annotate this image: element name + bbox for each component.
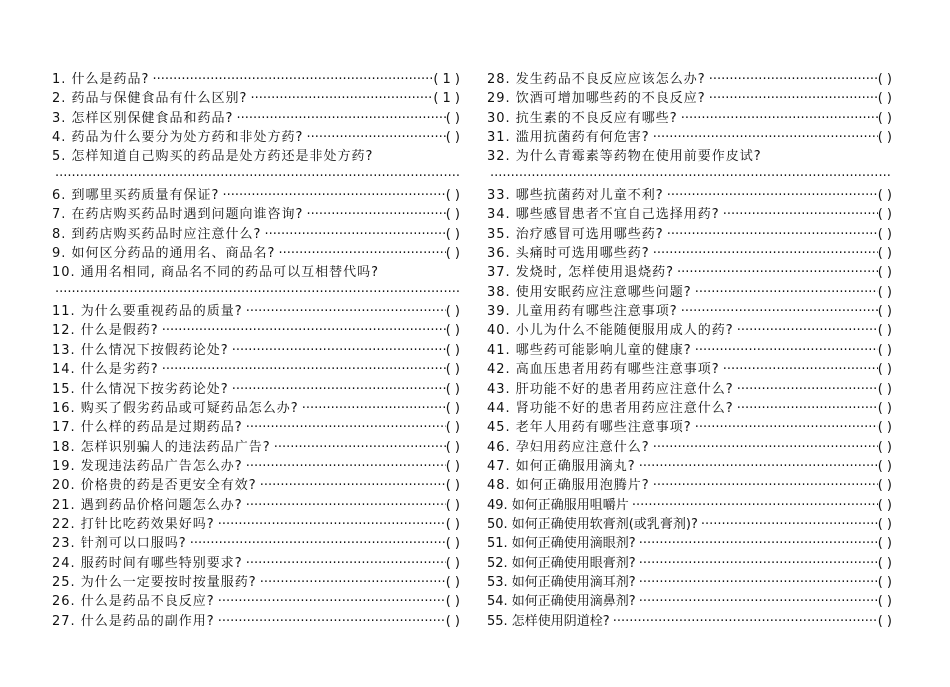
page-reference: ( 1 ) <box>433 72 460 87</box>
page-reference: ( ) <box>877 478 892 494</box>
dot-leader <box>629 496 878 515</box>
toc-entry <box>52 263 460 302</box>
question-text: 9. 如何区分药品的通用名、商品名? <box>52 246 276 262</box>
dot-leader <box>650 438 878 457</box>
toc-entry <box>487 89 892 108</box>
toc-entry <box>52 399 460 418</box>
question-text: 27. 什么是药品的副作用? <box>52 613 215 629</box>
toc-entry <box>52 534 460 553</box>
page-reference: ( ) <box>877 110 892 126</box>
dot-leader <box>219 186 445 205</box>
dot-leader <box>299 399 446 418</box>
dot-leader <box>229 380 446 399</box>
page-reference: ( ) <box>445 381 460 397</box>
question-text: 45. 老年人用药有哪些注意事项? <box>487 420 692 436</box>
dot-leader <box>692 418 878 437</box>
toc-entry <box>487 360 892 379</box>
toc-entry <box>487 438 892 457</box>
toc-entry <box>52 418 460 437</box>
dot-leader <box>257 573 446 592</box>
dot-leader <box>664 225 878 244</box>
question-text: 32. 为什么青霉素等药物在使用前要作皮试? <box>487 149 762 165</box>
toc-entry <box>52 321 460 340</box>
toc-entry <box>487 476 892 495</box>
question-text: 39. 儿童用药有哪些注意事项? <box>487 304 678 320</box>
page-reference: ( ) <box>445 555 460 571</box>
dot-leader <box>664 186 878 205</box>
dot-leader <box>734 380 878 399</box>
page-reference: ( ) <box>877 497 892 513</box>
question-text: 53. 如何正确使用滴耳剂? <box>487 574 636 590</box>
dot-leader <box>215 515 446 534</box>
question-text: 44. 肾功能不好的患者用药应注意什么? <box>487 400 734 416</box>
page-reference: ( ) <box>877 304 892 320</box>
dot-leader <box>692 283 878 302</box>
dot-leader <box>243 496 446 515</box>
toc-entry <box>52 612 460 631</box>
page-reference: ( ) <box>877 439 892 455</box>
question-text: 49. 如何正确服用咀嚼片 <box>487 497 629 513</box>
toc-column-right <box>487 70 892 631</box>
toc-entry <box>487 205 892 224</box>
question-text: 17. 什么样的药品是过期药品? <box>52 420 243 436</box>
question-text: 51. 如何正确使用滴眼剂? <box>487 536 636 552</box>
dot-leader <box>52 283 460 302</box>
question-text: 50. 如何正确使用软膏剂(或乳膏剂)? <box>487 516 698 532</box>
page-reference: ( ) <box>877 458 892 474</box>
toc-entry <box>52 496 460 515</box>
question-text: 7. 在药店购买药品时遇到问题向谁咨询? <box>52 207 304 223</box>
question-text: 25. 为什么一定要按时按量服药? <box>52 574 257 590</box>
toc-entry <box>487 263 892 282</box>
question-text: 42. 高血压患者用药有哪些注意事项? <box>487 362 720 378</box>
page-reference: ( ) <box>877 188 892 204</box>
dot-leader <box>720 205 878 224</box>
toc-entry <box>52 573 460 592</box>
toc-entry <box>52 592 460 611</box>
dot-leader <box>275 244 445 263</box>
toc-entry <box>52 380 460 399</box>
question-text: 43. 肝功能不好的患者用药应注意什么? <box>487 381 734 397</box>
toc-entry <box>487 225 892 244</box>
page-reference: ( ) <box>445 478 460 494</box>
dot-leader <box>215 592 446 611</box>
question-text: 30. 抗生素的不良反应有哪些? <box>487 110 678 126</box>
dot-leader <box>271 438 446 457</box>
question-text: 26. 什么是药品不良反应? <box>52 594 215 610</box>
question-text: 22. 打针比吃药效果好吗? <box>52 516 215 532</box>
dot-leader <box>159 321 446 340</box>
toc-entry <box>487 283 892 302</box>
question-text: 38. 使用安眠药应注意哪些问题? <box>487 284 692 300</box>
toc-entry <box>487 399 892 418</box>
question-text: 55. 怎样使用阴道栓? <box>487 613 610 629</box>
toc-entry <box>487 592 892 611</box>
toc-entry <box>52 205 460 224</box>
dot-leader <box>243 457 446 476</box>
page-reference: ( ) <box>445 246 460 262</box>
question-text: 35. 治疗感冒可选用哪些药? <box>487 226 664 242</box>
toc-entry <box>52 128 460 147</box>
toc-entry <box>52 341 460 360</box>
toc-entry <box>52 302 460 321</box>
toc-entry <box>52 225 460 244</box>
toc-entry <box>52 244 460 263</box>
question-text: 52. 如何正确使用眼膏剂? <box>487 555 636 571</box>
dot-leader <box>650 476 878 495</box>
page-reference: ( ) <box>445 594 460 610</box>
page-reference: ( ) <box>445 342 460 358</box>
question-text: 14. 什么是劣药? <box>52 362 159 378</box>
dot-leader <box>303 205 445 224</box>
dot-leader <box>149 70 433 89</box>
page-reference: ( ) <box>877 226 892 242</box>
question-text: 23. 针剂可以口服吗? <box>52 536 187 552</box>
page-reference: ( ) <box>445 497 460 513</box>
toc-entry <box>52 360 460 379</box>
page-reference: ( ) <box>877 323 892 339</box>
dot-leader <box>159 360 446 379</box>
question-text: 11. 为什么要重视药品的质量? <box>52 304 243 320</box>
page-reference: ( ) <box>445 574 460 590</box>
toc-entry <box>487 341 892 360</box>
page-reference: ( ) <box>877 574 892 590</box>
question-text: 4. 药品为什么要分为处方药和非处方药? <box>52 130 304 146</box>
page-reference: ( ) <box>877 362 892 378</box>
question-text: 3. 怎样区别保健食品和药品? <box>52 110 234 126</box>
page-reference: ( ) <box>445 110 460 126</box>
dot-leader <box>678 302 878 321</box>
question-text: 13. 什么情况下按假药论处? <box>52 342 229 358</box>
toc-entry <box>52 515 460 534</box>
question-text: 29. 饮酒可增加哪些药的不良反应? <box>487 91 706 107</box>
question-text: 36. 头痛时可选用哪些药? <box>487 246 650 262</box>
toc-entry <box>52 438 460 457</box>
toc-entry <box>52 109 460 128</box>
dot-leader <box>215 612 446 631</box>
dot-leader <box>650 244 878 263</box>
question-text: 41. 哪些药可能影响儿童的健康? <box>487 342 692 358</box>
question-text: 33. 哪些抗菌药对儿童不利? <box>487 188 664 204</box>
page-reference: ( ) <box>445 323 460 339</box>
dot-leader <box>650 128 878 147</box>
dot-leader <box>487 167 892 186</box>
dot-leader <box>692 341 878 360</box>
dot-leader <box>243 554 446 573</box>
toc-entry <box>52 147 460 186</box>
question-text: 2. 药品与保健食品有什么区别? <box>52 91 248 107</box>
page-reference: ( ) <box>877 594 892 610</box>
question-text: 28. 发生药品不良反应应该怎么办? <box>487 72 706 87</box>
dot-leader <box>636 573 878 592</box>
dot-leader <box>636 554 878 573</box>
toc-entry <box>487 321 892 340</box>
page-reference: ( ) <box>877 342 892 358</box>
page-reference: ( ) <box>877 555 892 571</box>
dot-leader <box>734 399 878 418</box>
question-text: 47. 如何正确服用滴丸? <box>487 458 636 474</box>
question-text: 31. 滥用抗菌药有何危害? <box>487 130 650 146</box>
question-text: 1. 什么是药品? <box>52 72 150 87</box>
toc-entry <box>487 186 892 205</box>
question-text: 18. 怎样识别骗人的违法药品广告? <box>52 439 271 455</box>
dot-leader <box>303 128 445 147</box>
toc-column-left <box>52 70 460 631</box>
dot-leader <box>52 167 460 186</box>
page-reference: ( ) <box>445 207 460 223</box>
page-reference: ( ) <box>445 362 460 378</box>
page-reference: ( ) <box>445 400 460 416</box>
toc-entry <box>487 244 892 263</box>
dot-leader <box>257 476 446 495</box>
question-text: 12. 什么是假药? <box>52 323 159 339</box>
page-reference: ( ) <box>445 458 460 474</box>
page-reference: ( ) <box>445 439 460 455</box>
page-reference: ( ) <box>445 226 460 242</box>
page-reference: ( ) <box>445 304 460 320</box>
question-text: 54. 如何正确使用滴鼻剂? <box>487 594 636 610</box>
page-reference: ( 1 ) <box>433 91 460 107</box>
dot-leader <box>636 592 878 611</box>
question-text: 21. 遇到药品价格问题怎么办? <box>52 497 243 513</box>
toc-entry <box>487 147 892 186</box>
dot-leader <box>706 70 878 89</box>
dot-leader <box>243 418 446 437</box>
toc-entry <box>52 70 460 89</box>
page-reference: ( ) <box>445 188 460 204</box>
toc-entry <box>487 109 892 128</box>
dot-leader <box>678 109 878 128</box>
toc-entry <box>487 554 892 573</box>
page-reference: ( ) <box>877 516 892 532</box>
toc-entry <box>487 457 892 476</box>
question-text: 24. 服药时间有哪些特别要求? <box>52 555 243 571</box>
toc-entry <box>487 534 892 553</box>
question-text: 40. 小儿为什么不能随便服用成人的药? <box>487 323 734 339</box>
page-reference: ( ) <box>445 613 460 629</box>
toc-entry <box>487 515 892 534</box>
question-text: 48. 如何正确服用泡腾片? <box>487 478 650 494</box>
toc-entry <box>52 457 460 476</box>
toc-entry <box>487 573 892 592</box>
question-text: 8. 到药店购买药品时应注意什么? <box>52 226 262 242</box>
dot-leader <box>187 534 446 553</box>
question-text: 15. 什么情况下按劣药论处? <box>52 381 229 397</box>
page-reference: ( ) <box>877 400 892 416</box>
page-reference: ( ) <box>877 536 892 552</box>
toc-entry <box>487 496 892 515</box>
page-reference: ( ) <box>877 130 892 146</box>
page-reference: ( ) <box>877 284 892 300</box>
toc-entry <box>487 70 892 89</box>
question-text: 5. 怎样知道自己购买的药品是处方药还是非处方药? <box>52 149 374 165</box>
page-reference: ( ) <box>445 130 460 146</box>
dot-leader <box>233 109 445 128</box>
question-text: 6. 到哪里买药质量有保证? <box>52 188 220 204</box>
question-text: 19. 发现违法药品广告怎么办? <box>52 458 243 474</box>
dot-leader <box>229 341 446 360</box>
dot-leader <box>261 225 445 244</box>
toc-entry <box>52 476 460 495</box>
page-reference: ( ) <box>877 72 892 87</box>
dot-leader <box>636 534 878 553</box>
page-reference: ( ) <box>877 265 892 281</box>
dot-leader <box>674 263 878 282</box>
page-reference: ( ) <box>445 516 460 532</box>
dot-leader <box>243 302 446 321</box>
toc-entry <box>52 89 460 108</box>
page-reference: ( ) <box>445 536 460 552</box>
page-reference: ( ) <box>877 381 892 397</box>
dot-leader <box>734 321 878 340</box>
question-text: 10. 通用名相同, 商品名不同的药品可以互相替代吗? <box>52 265 379 281</box>
page-reference: ( ) <box>877 613 892 629</box>
question-text: 34. 哪些感冒患者不宜自己选择用药? <box>487 207 720 223</box>
page-reference: ( ) <box>877 420 892 436</box>
toc-entry <box>487 128 892 147</box>
dot-leader <box>610 612 878 631</box>
page-reference: ( ) <box>877 207 892 223</box>
toc-entry <box>487 302 892 321</box>
toc-entry <box>487 380 892 399</box>
toc-entry <box>487 418 892 437</box>
dot-leader <box>636 457 878 476</box>
toc-entry <box>52 554 460 573</box>
toc-entry <box>487 612 892 631</box>
dot-leader <box>720 360 878 379</box>
page-reference: ( ) <box>877 91 892 107</box>
page-reference: ( ) <box>445 420 460 436</box>
page-reference: ( ) <box>877 246 892 262</box>
dot-leader <box>247 89 433 108</box>
question-text: 46. 孕妇用药应注意什么? <box>487 439 650 455</box>
question-text: 16. 购买了假劣药品或可疑药品怎么办? <box>52 400 299 416</box>
dot-leader <box>698 515 878 534</box>
question-text: 37. 发烧时, 怎样使用退烧药? <box>487 265 674 281</box>
toc-entry <box>52 186 460 205</box>
question-text: 20. 价格贵的药是否更安全有效? <box>52 478 257 494</box>
dot-leader <box>706 89 878 108</box>
